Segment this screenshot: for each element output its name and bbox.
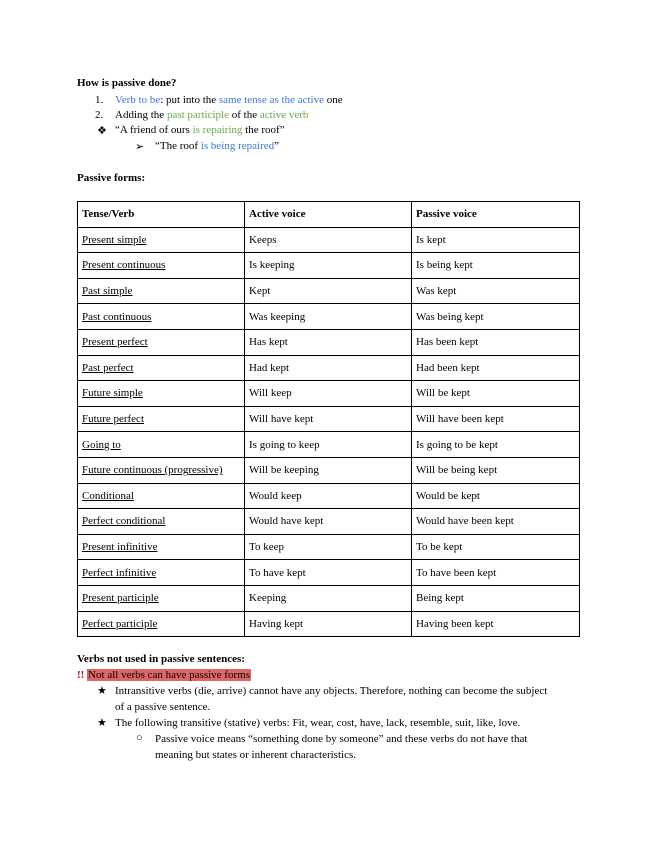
active-voice-cell: Would have kept	[245, 509, 412, 535]
tense-cell: Perfect participle	[78, 611, 245, 637]
passive-part-1: “The roof	[155, 140, 201, 152]
list-number-2: 2.	[95, 109, 104, 121]
tense-cell: Present participle	[78, 585, 245, 611]
table-row	[78, 355, 580, 381]
passive-part-3: ”	[274, 140, 280, 152]
example-passive-sentence	[155, 140, 279, 152]
active-voice-cell: Had kept	[245, 355, 412, 381]
passive-voice-cell: Would have been kept	[412, 509, 580, 535]
section-title-how: How is passive done?	[77, 77, 177, 89]
tense-cell: Present perfect	[78, 329, 245, 355]
tense-cell: Future perfect	[78, 406, 245, 432]
example-is-repairing: is repairing	[192, 124, 243, 136]
text-past-participle: past participle	[166, 109, 229, 121]
arrow-bullet-icon: ➢	[135, 141, 145, 153]
list-number-1: 1.	[95, 94, 104, 106]
tense-cell: Future simple	[78, 381, 245, 407]
example-active-sentence	[115, 124, 285, 136]
active-voice-cell: Has kept	[245, 329, 412, 355]
tense-cell: Present infinitive	[78, 534, 245, 560]
passive-voice-cell: To be kept	[412, 534, 580, 560]
tense-cell: Perfect infinitive	[78, 560, 245, 586]
passive-voice-cell: Would be kept	[412, 483, 580, 509]
bullet-intransitive: Intransitive verbs (die, arrive) cannot have any objects. Therefore, nothing can become the subject of a passive sentence.	[115, 685, 548, 713]
active-voice-cell: Keeps	[245, 227, 412, 253]
table-row	[78, 381, 580, 407]
example-part-3: the roof”	[242, 124, 285, 136]
table-row	[78, 457, 580, 483]
text-verb-to-be: Verb to be	[115, 94, 161, 106]
passive-voice-cell: Will be being kept	[412, 457, 580, 483]
star-bullet-icon: ★	[97, 685, 107, 697]
table-row	[78, 560, 580, 586]
passive-voice-cell: Had been kept	[412, 355, 580, 381]
list-item-verb-to-be	[115, 94, 343, 106]
table-row	[78, 278, 580, 304]
text-same-tense: same tense as the active	[218, 94, 324, 106]
active-voice-cell: Having kept	[245, 611, 412, 637]
active-voice-cell: Will be keeping	[245, 457, 412, 483]
tense-cell: Present simple	[78, 227, 245, 253]
warning-highlight-text: Not all verbs can have passive forms	[88, 669, 250, 681]
active-voice-cell: Would keep	[245, 483, 412, 509]
header-active-voice: Active voice	[245, 202, 412, 228]
tense-cell: Conditional	[78, 483, 245, 509]
passive-voice-cell: Will have been kept	[412, 406, 580, 432]
active-voice-cell: Will keep	[245, 381, 412, 407]
passive-voice-cell: Being kept	[412, 585, 580, 611]
list-item-past-participle	[115, 109, 308, 121]
passive-voice-cell: Was kept	[412, 278, 580, 304]
table-row	[78, 406, 580, 432]
warning-line	[77, 669, 251, 681]
example-part-1: “A friend of ours	[115, 124, 193, 136]
tense-cell: Past continuous	[78, 304, 245, 330]
diamond-bullet-icon: ❖	[97, 125, 107, 137]
table-row	[78, 611, 580, 637]
passive-voice-cell: Will be kept	[412, 381, 580, 407]
star-bullet-icon: ★	[97, 717, 107, 729]
tense-cell: Perfect conditional	[78, 509, 245, 535]
passive-forms-table	[77, 201, 580, 637]
text-of-the: of the	[228, 109, 260, 121]
bullet-transitive-stative: The following transitive (stative) verbs: Fit, wear, cost, have, lack, resemble, suit, like, love.	[115, 717, 521, 729]
table-row	[78, 253, 580, 279]
table-row	[78, 483, 580, 509]
table-row	[78, 329, 580, 355]
table-row	[78, 509, 580, 535]
active-voice-cell: To have kept	[245, 560, 412, 586]
tense-cell: Present continuous	[78, 253, 245, 279]
text-put-into: : put into the	[160, 94, 219, 106]
active-voice-cell: Keeping	[245, 585, 412, 611]
tense-cell: Past perfect	[78, 355, 245, 381]
passive-is-being-repaired: is being repaired	[200, 140, 275, 152]
active-voice-cell: Will have kept	[245, 406, 412, 432]
text-active-verb: active verb	[259, 109, 309, 121]
passive-voice-cell: Has been kept	[412, 329, 580, 355]
active-voice-cell: To keep	[245, 534, 412, 560]
tense-cell: Future continuous (progressive)	[78, 457, 245, 483]
passive-voice-cell: Is going to be kept	[412, 432, 580, 458]
circle-bullet-icon: ○	[136, 732, 143, 744]
passive-voice-cell: Was being kept	[412, 304, 580, 330]
passive-voice-cell: To have been kept	[412, 560, 580, 586]
header-tense-verb: Tense/Verb	[78, 202, 245, 228]
table-row	[78, 534, 580, 560]
active-voice-cell: Was keeping	[245, 304, 412, 330]
text-one: one	[323, 94, 343, 106]
table-header-row	[78, 202, 580, 228]
header-passive-voice: Passive voice	[412, 202, 580, 228]
table-row	[78, 432, 580, 458]
table-row	[78, 585, 580, 611]
table-row	[78, 304, 580, 330]
section-title-not-used: Verbs not used in passive sentences:	[77, 653, 245, 665]
warning-prefix: !!	[77, 669, 85, 681]
passive-voice-cell: Is being kept	[412, 253, 580, 279]
active-voice-cell: Is going to keep	[245, 432, 412, 458]
subbullet-passive-meaning: Passive voice means “something done by someone” and these verbs do not have that meaning but states or inherent characteristics.	[155, 733, 528, 761]
active-voice-cell: Is keeping	[245, 253, 412, 279]
tense-cell: Past simple	[78, 278, 245, 304]
passive-voice-cell: Is kept	[412, 227, 580, 253]
table-row	[78, 227, 580, 253]
active-voice-cell: Kept	[245, 278, 412, 304]
section-title-forms: Passive forms:	[77, 172, 146, 184]
tense-cell: Going to	[78, 432, 245, 458]
passive-voice-cell: Having been kept	[412, 611, 580, 637]
text-adding-the: Adding the	[115, 109, 167, 121]
